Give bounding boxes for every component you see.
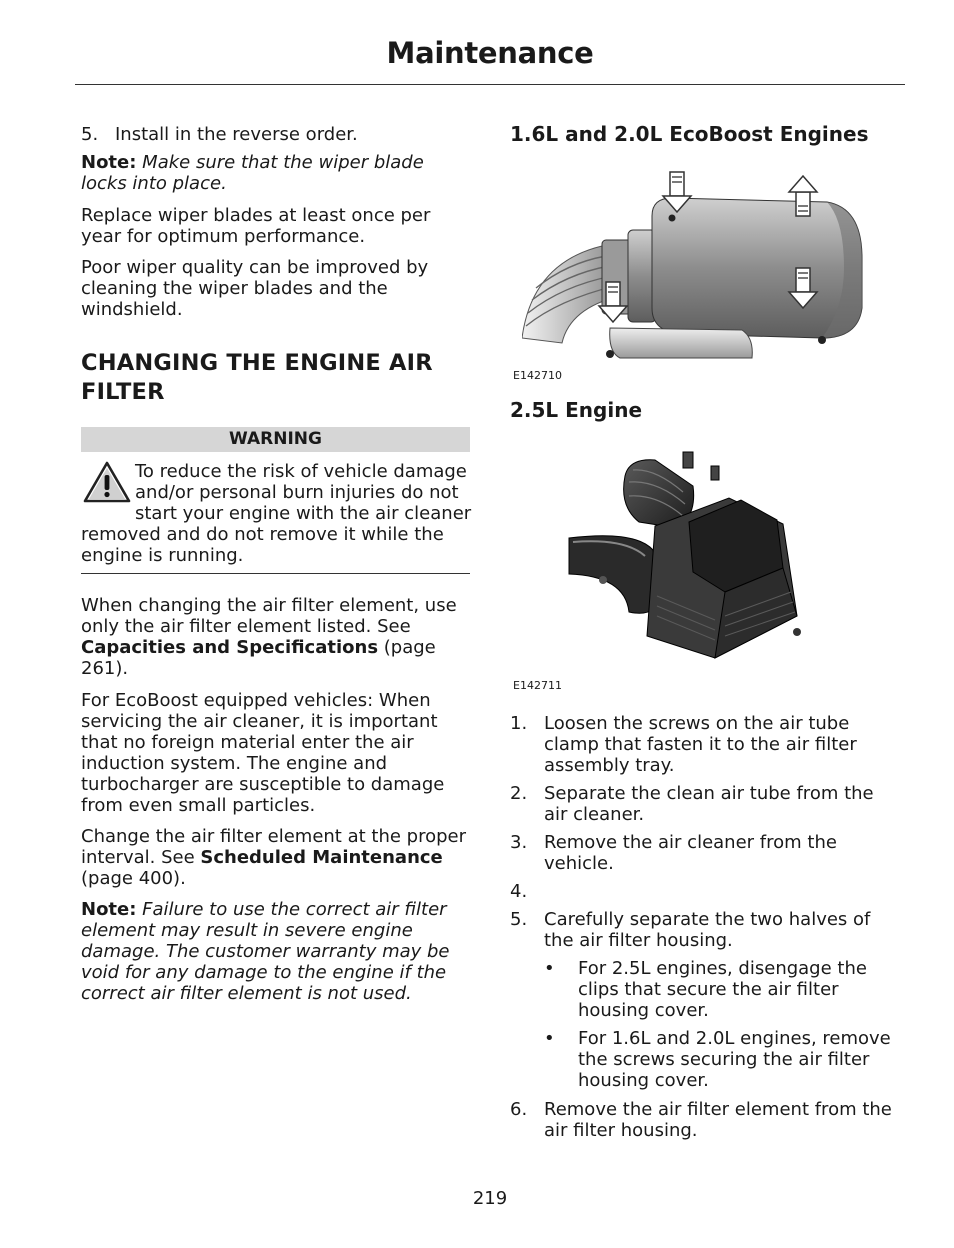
step-text: Install in the reverse order. [115,124,358,145]
text-fragment: When changing the air filter element, use only the air filter element listed. See [81,595,457,637]
text-fragment: (page 261). [81,637,436,679]
note-text: Failure to use the correct air filter element may result in severe engine damage. The customer warranty may be void for any damage to the engine if the correct air filter element is not used. [81,899,450,1004]
text-fragment: Change the air filter element at the proper interval. See [81,826,467,868]
step-text: Remove the air filter element from the air filter housing. [544,1099,892,1141]
paragraph-filter-element [81,595,471,679]
ecoboost-heading: 1.6L and 2.0L EcoBoost Engines [510,122,869,146]
warning-line: To reduce the risk of vehicle damage [135,461,467,482]
bullet-dot: • [544,1028,555,1049]
note-label: Note: [81,152,137,173]
bullet-dot: • [544,958,555,979]
step-text: Separate the clean air tube from the air cleaner. [544,783,874,825]
warning-divider [81,573,470,574]
scheduled-maintenance-link[interactable]: Scheduled Maintenance [200,847,443,868]
text-fragment: (page 400). [81,868,186,889]
section-title-line1: CHANGING THE ENGINE AIR [81,350,433,376]
section-title-line2: FILTER [81,379,165,405]
step-text: Remove the air cleaner from the vehicle. [544,832,837,874]
step-number: 3. [510,832,528,853]
title-divider [75,84,905,85]
note-wiper [81,152,473,194]
warning-triangle-icon [82,460,132,504]
step-text: Loosen the screws on the air tube clamp that fasten it to the air filter assembly tray. [544,713,857,776]
step-number: 6. [510,1099,528,1120]
note-warranty [81,899,466,1004]
paragraph-ecoboost: For EcoBoost equipped vehicles: When servicing the air cleaner, it is important that no foreign material enter the air induction system. The engine and turbocharger are susceptible to damage from even small particles. [81,690,445,816]
warning-text-indented [135,461,475,524]
warning-line: and/or personal burn injuries do not [135,482,459,503]
engine-25-air-cleaner-illustration [565,446,815,682]
step-number: 1. [510,713,528,734]
section-title [81,349,471,407]
engine-25-heading: 2.5L Engine [510,398,643,422]
bullet-text: For 1.6L and 2.0L engines, remove the screws securing the air filter housing cover. [578,1028,891,1091]
step-number: 4. [510,881,528,902]
step-text: Carefully separate the two halves of the air filter housing. [544,909,871,951]
note-label: Note: [81,899,137,920]
paragraph-interval [81,826,473,889]
ecoboost-air-cleaner-illustration [522,168,874,368]
capacities-link[interactable]: Capacities and Specifications [81,637,379,658]
warning-line: start your engine with the air cleaner [135,503,472,524]
step-number: 2. [510,783,528,804]
warning-text-rest: removed and do not remove it while the engine is running. [81,524,444,566]
paragraph-quality: Poor wiper quality can be improved by cleaning the wiper blades and the windshield. [81,257,429,320]
step-number: 5. [81,124,99,145]
step-number: 5. [510,909,528,930]
page-title: Maintenance [386,36,594,70]
paragraph-replace: Replace wiper blades at least once per year for optimum performance. [81,205,431,247]
bullet-text: For 2.5L engines, disengage the clips that secure the air filter housing cover. [578,958,867,1021]
warning-header: WARNING [81,427,470,452]
figure-label: E142710 [513,369,562,382]
figure-label: E142711 [513,679,562,692]
page-number: 219 [472,1188,508,1209]
note-text: Make sure that the wiper blade locks into place. [81,152,424,194]
